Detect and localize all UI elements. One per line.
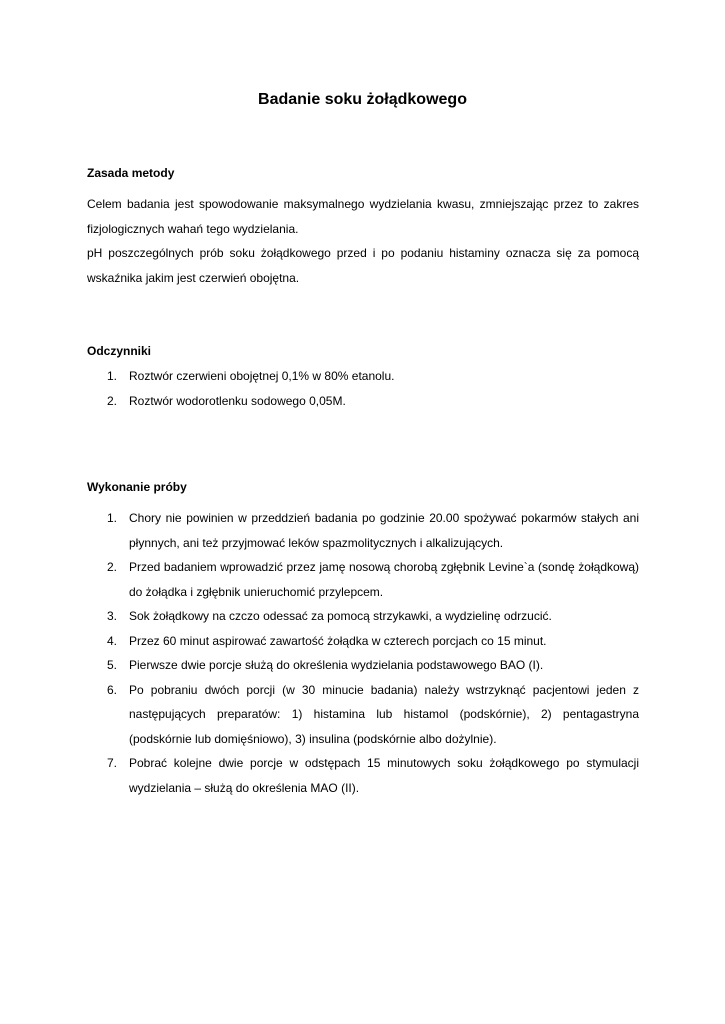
list-item-text: Pobrać kolejne dwie porcje w odstępach 15 minutowych soku żołądkowego po stymulacji wydzielania – służą do określenia MAO (II). [129, 756, 639, 795]
list-item-number: 2. [107, 393, 118, 408]
list-item-number: 5. [107, 658, 118, 672]
principle-paragraph: Celem badania jest spowodowanie maksymalnego wydzielania kwasu, zmniejszając przez to zakres fizjologicznych wahań tego wydzielania. [87, 197, 639, 236]
list-item [87, 506, 639, 555]
section-heading-procedure: Wykonanie próby [87, 480, 187, 494]
list-item-text: Roztwór czerwieni obojętnej 0,1% w 80% etanolu. [129, 369, 395, 383]
principle-paragraph: pH poszczególnych prób soku żołądkowego przed i po podaniu histaminy oznacza się za pomocą wskaźnika jakim jest czerwień obojętna. [87, 246, 639, 285]
section-heading-principle: Zasada metody [87, 166, 175, 180]
list-item-number: 3. [107, 609, 118, 623]
list-item-text: Przez 60 minut aspirować zawartość żołądka w czterech porcjach co 15 minut. [129, 633, 547, 648]
list-item [87, 555, 639, 604]
list-item-number: 1. [107, 511, 118, 525]
list-item-number: 6. [107, 682, 118, 697]
list-item [87, 364, 639, 389]
list-item [87, 653, 639, 678]
list-item [87, 629, 639, 654]
list-item [87, 389, 639, 414]
reagents-list [87, 364, 639, 413]
list-item-text: Przed badaniem wprowadzić przez jamę nosową chorobą zgłębnik Levine`a (sondę żołądkową) do żołądka i zgłębnik unieruchomić przylepcem. [129, 560, 639, 599]
list-item-text: Pierwsze dwie porcje służą do określenia wydzielania podstawowego BAO (I). [129, 658, 544, 672]
list-item-number: 1. [107, 369, 118, 383]
document-title: Badanie soku żołądkowego [258, 91, 467, 108]
list-item-text: Roztwór wodorotlenku sodowego 0,05M. [129, 393, 346, 408]
principle-text [87, 192, 639, 290]
list-item-number: 2. [107, 560, 118, 574]
list-item-number: 7. [107, 756, 118, 770]
list-item-text: Sok żołądkowy na czczo odessać za pomocą strzykawki, a wydzielinę odrzucić. [129, 609, 552, 623]
list-item [87, 604, 639, 629]
list-item [87, 678, 639, 752]
list-item-number: 4. [107, 633, 118, 648]
list-item-text: Chory nie powinien w przeddzień badania po godzinie 20.00 spożywać pokarmów stałych ani płynnych, ani też przyjmować leków spazmolitycznych i alkalizujących. [129, 511, 639, 550]
list-item-text: Po pobraniu dwóch porcji (w 30 minucie badania) należy wstrzyknąć pacjentowi jeden z następujących preparatów: 1) histamina lub histamol (podskórnie), 2) pentagastryna (podskórnie lub domięśniowo), 3) insulina (podskórnie albo dożylnie). [129, 682, 639, 746]
list-item [87, 751, 639, 800]
procedure-list [87, 506, 639, 800]
section-heading-reagents: Odczynniki [87, 344, 152, 358]
